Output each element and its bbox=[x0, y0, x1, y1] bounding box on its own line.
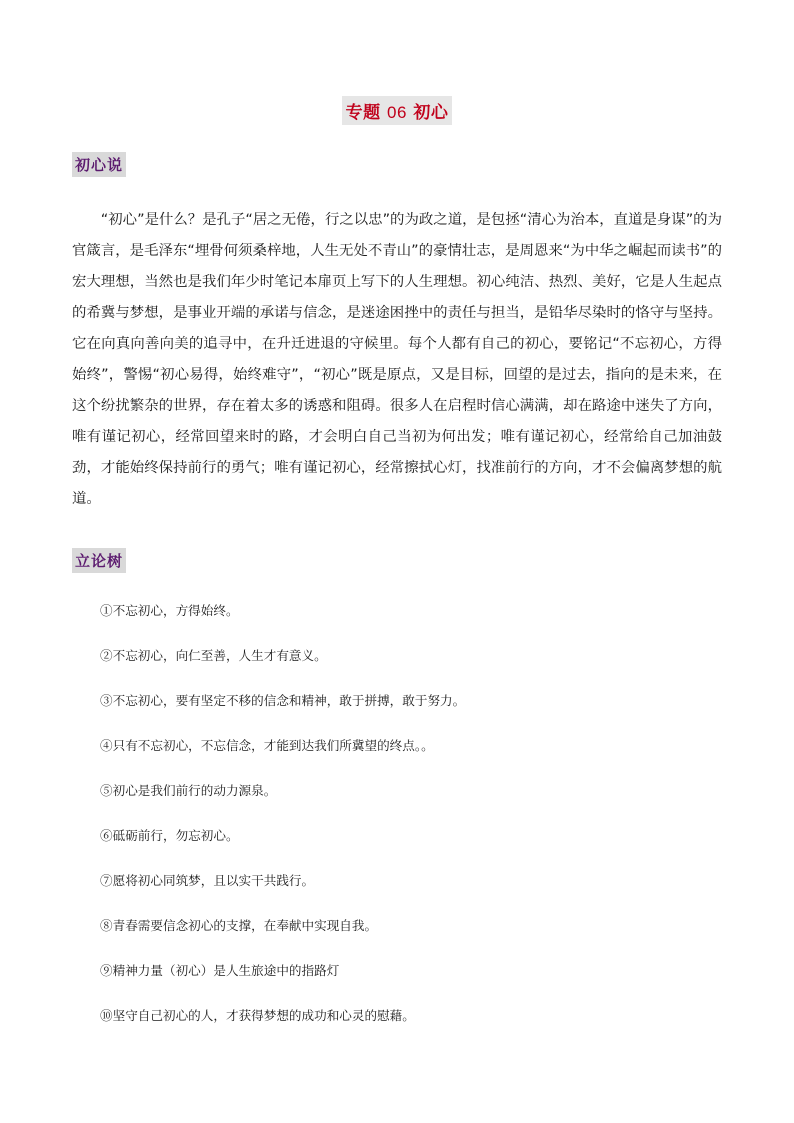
argument-item-8: ⑧青春需要信念初心的支撑，在奉献中实现自我。 bbox=[100, 918, 378, 933]
argument-item-10: ⑩坚守自己初心的人，才获得梦想的成功和心灵的慰藉。 bbox=[100, 1008, 415, 1023]
title-suffix: 初心 bbox=[413, 103, 449, 123]
argument-item-9: ⑨精神力量（初心）是人生旅途中的指路灯 bbox=[100, 963, 340, 978]
section-heading-arguments: 立论树 bbox=[72, 548, 126, 573]
argument-item-5: ⑤初心是我们前行的动力源泉。 bbox=[100, 783, 277, 798]
argument-item-2: ②不忘初心，向仁至善，人生才有意义。 bbox=[100, 648, 327, 663]
argument-item-4: ④只有不忘初心，不忘信念，才能到达我们所冀望的终点。。 bbox=[100, 738, 434, 753]
title-wrapper bbox=[0, 96, 794, 125]
argument-item-7: ⑦愿将初心同筑梦，且以实干共践行。 bbox=[100, 873, 315, 888]
title-number: 06 bbox=[387, 103, 407, 122]
argument-item-3: ③不忘初心，要有坚定不移的信念和精神，敢于拼搏，敢于努力。 bbox=[100, 693, 466, 708]
argument-item-1: ①不忘初心，方得始终。 bbox=[100, 603, 239, 618]
page-title bbox=[342, 96, 453, 125]
intro-paragraph: “初心”是什么？是孔子“居之无倦，行之以忠”的为政之道，是包拯“清心为治本，直道是身谋”的为官箴言，是毛泽东“埋骨何须桑梓地，人生无处不青山”的豪情壮志，是周恩来“为中华之崛起而读书”的宏大理想，当然也是我们年少时笔记本扉页上写下的人生理想。初心纯洁、热烈、美好，它是人生起点的希冀与梦想，是事业开端的承诺与信念，是迷途困挫中的责任与担当，是铅华尽染时的恪守与坚持。它在向真向善向美的追寻中，在升迁进退的守候里。每个人都有自己的初心，要铭记“不忘初心，方得始终”，警惕“初心易得，始终难守”，“初心”既是原点，又是目标，回望的是过去，指向的是未来，在这个纷扰繁杂的世界，存在着太多的诱惑和阻碍。很多人在启程时信心满满，却在路途中迷失了方向，唯有谨记初心，经常回望来时的路，才会明白自己当初为何出发；唯有谨记初心，经常给自己加油鼓劲，才能始终保持前行的勇气；唯有谨记初心，经常擦拭心灯，找准前行的方向，才不会偏离梦想的航道。 bbox=[72, 212, 722, 507]
title-prefix: 专题 bbox=[345, 103, 381, 123]
argument-item-6: ⑥砥砺前行，勿忘初心。 bbox=[100, 828, 239, 843]
section-heading-intro: 初心说 bbox=[72, 152, 126, 177]
arguments-list bbox=[100, 598, 720, 1048]
